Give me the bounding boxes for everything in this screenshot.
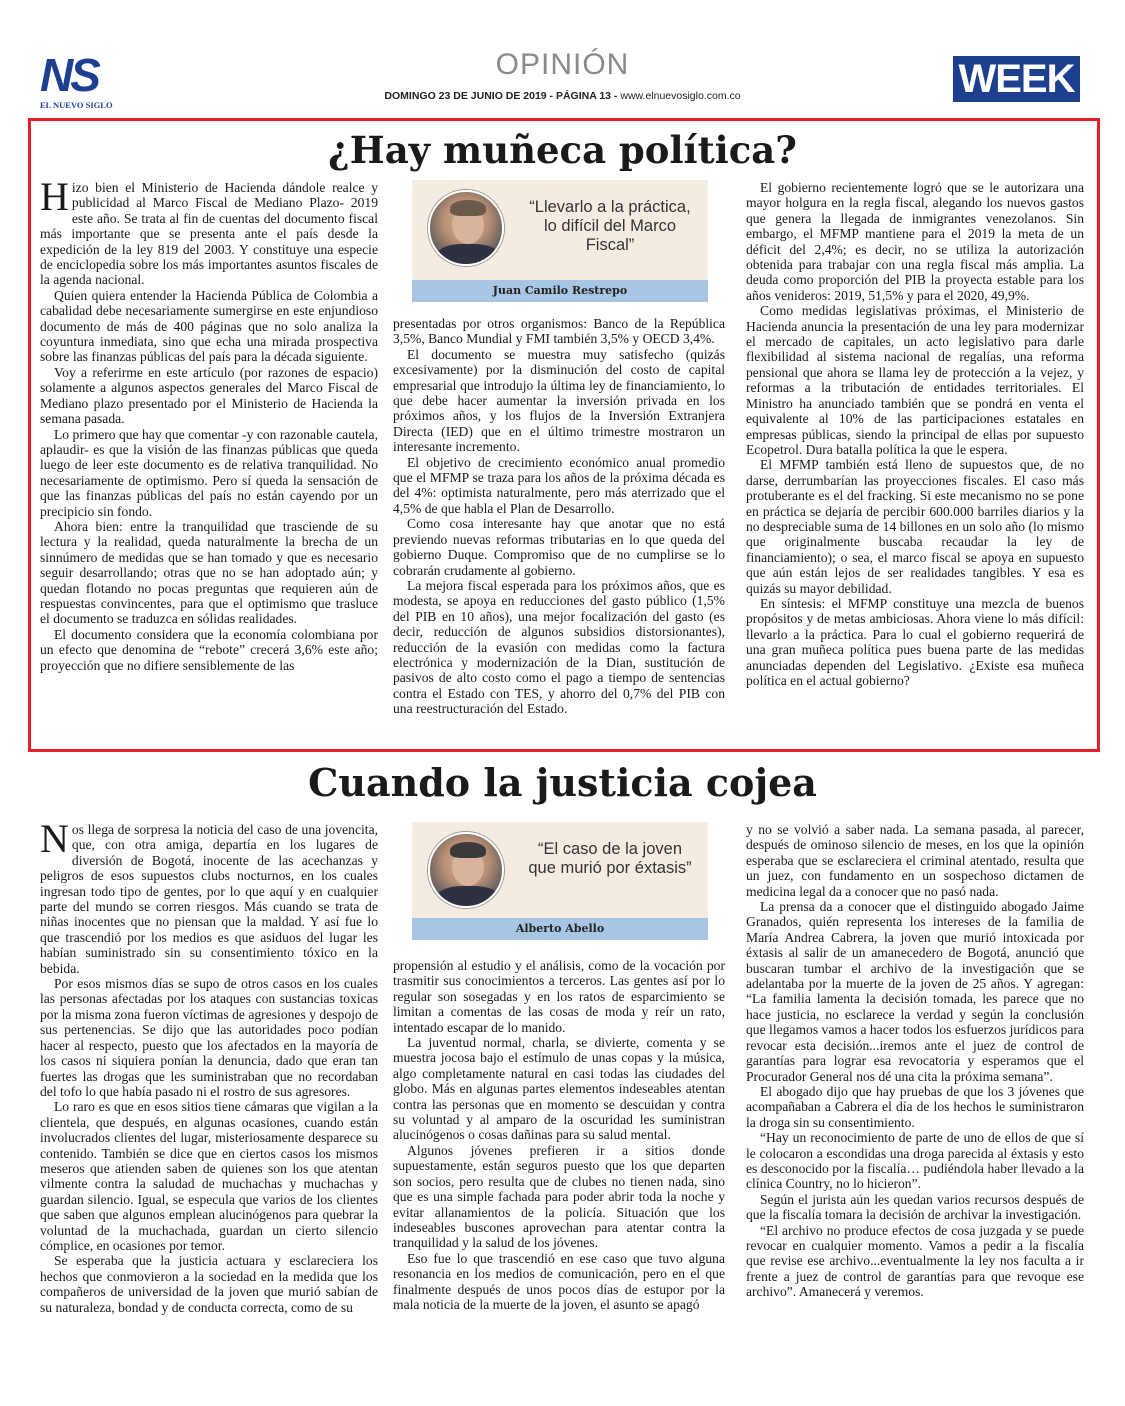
logo-ns-text: NS [40,49,98,101]
article2-paragraph: Por esos mismos días se supo de otros casos en los cuales las personas afectadas por los ataques con sustancias toxicas por la misma zona fueron víctimas de agresiones y despojo de sus pertenencias. Se dijo que las autoridades poco podían hacer al respecto, puesto que los afectados en la mayoría de los casos ni siquiera ponían la denuncia, dado que eran tan fuertes las drogas que les suministraban que no recordaban del tofo lo que había pasado ni el rostro de sus agresores. [40,976,378,1099]
pull-quote: “El caso de la joven que murió por éxtasis” [528,840,692,877]
week-badge: WEEK [953,56,1080,102]
article2-paragraph: El abogado dijo que hay pruebas de que los 3 jóvenes que acompañaban a Cabrera el día de los hechos le suministraron la droga sin su consentimiento. [746,1083,1084,1130]
article2-column-1 [40,816,378,1315]
article1-paragraph: Ahora bien: entre la tranquilidad que trasciende de su lectura y la realidad, queda naturalmente la brecha de un sinnúmero de medidas que se han tomado y que es necesario seguir desarrollando; otras que no se han adoptado aún; y quedan flotando no pocas preguntas que requieren aún de respuestas convincentes, para que el optimismo que trasluce el documento se traduzca en sólidas realidades. [40,518,378,627]
article2-paragraph: La juventud normal, charla, se divierte, comenta y se muestra jocosa bajo el estímulo de unas copas y la música, algo completamente natural en casi todas las ciudades del globo. Más en algunas partes elementos indeseables atentan contra las personas que en momento se descuidan y contra su voluntad y al amparo de la oscuridad les suministran alucinógenos o cosas dañinas para su salud mental. [393,1035,725,1143]
article1-paragraph: Lo primero que hay que comentar -y con razonable cautela, aplaudir- es que la visión de las finanzas públicas que queda luego de leer este documento es de relativa tranquilidad. No necesariamente de optimismo. Pero sí queda la sensación de que las finanzas públicas del país no están cayendo por un precipicio sin fondo. [40,426,378,519]
article1-paragraph: El documento se muestra muy satisfecho (quizás excesivamente) por la disminución del costo de capital empresarial que introdujo la última ley de financiamiento, lo que debe hacer aumentar la inversión privada en los próximos años, y los flujos de la Inversión Extranjera Directa (IED) que en el último trimestre mostraron un interesante incremento. [393,346,725,455]
article1-paragraph [40,174,378,288]
article2-paragraph: Lo raro es que en esos sitios tiene cámaras que vigilan a la clientela, que después, en algunas ocasiones, cuando están involucrados clientes del lugar, misteriosamente desparece su contenido. También se dice que en ciertos casos los mismos meseros que atienden saben de quienes son los que atentan vilmente contra la saludad de muchachas y muchachas y guardan silencio. Igual, se especula que varios de los clientes que saben que algunos emplean alucinógenos para quebrar la voluntad de la muchachada, guardan un cierto silencio cómplice, en ocasiones por temor. [40,1099,378,1253]
article1-paragraph: Voy a referirme en este artículo (por razones de espacio) solamente a algunos aspectos generales del Marco Fiscal de Mediano plazo presentado por el Ministerio de Hacienda la semana pasada. [40,364,378,427]
article2-column-3 [746,822,1084,1300]
article1-paragraph: El MFMP también está lleno de supuestos que, de no darse, derrumbarían las proyecciones fiscales. El caso más protuberante es el del fracking. Si este mecanismo no se pone en práctica se dejaría de percibir 600.000 barriles diarios y la no despreciable suma de 14 billones en un solo año (lo mismo que originalmente buscaba recaudar la ley de financiamiento); o sea, el marco fiscal se apoya en supuesto que aún están lejos de ser realidades tangibles. Y esa es quizás su mayor debilidad. [746,457,1084,596]
article2-paragraph: Se esperaba que la justicia actuara y esclareciera los hechos que conmovieron a la sociedad en la medida que los compañeros de universidad de la joven que murió sabían de su naturaleza, bondad y de conducta correcta, como de su [40,1253,378,1315]
article2-text: os llega de sorpresa la noticia del caso de una jovencita, que, con otra amiga, departía en los lugares de diversión de Bogotá, inocente de las acechanzas y peligros de esos supuestos clubs nocturnos, en los cuales ingresan todo tipo de gentes, por lo que aquí y en cualquier parte del mundo se corren riesgos. Más cuando se trata de niñas inocentes que no piensan que la maldad. Y así fue lo que trascendió por los medios es que asiduos del lugar les habían suministrado sin su consentimiento tóxico en la bebida. [40,822,378,976]
dropcap: H [40,174,69,219]
article1-column-3 [746,180,1084,688]
article2-paragraph: propensión al estudio y el análisis, como de la vocación por trasmitir sus conocimientos a terceros. Las gentes así por lo regular son sosegadas y en los ratos de esparcimiento se limitan a comentas de las cosas de moda y reír un rato, intentado escapar de lo manido. [393,958,725,1035]
article2-paragraph: y no se volvió a saber nada. La semana pasada, al parecer, después de ominoso silencio de meses, en los que la opinión esperaba que se esclareciera el criminal atentado, resulta que un juez, con fundamento en un sospechoso dictamen de medicina legal da a conocer que no pasó nada. [746,822,1084,899]
article1-column-2 [393,316,725,717]
article1-paragraph: Como medidas legislativas próximas, el Ministerio de Hacienda anuncia la presentación de una ley para modernizar el mercado de capitales, un acto legislativo para darle flexibilidad al sistema nacional de regalías, una reforma pensional que ahora se llama ley de protección a la vejez, y reformas a la tributación de entidades territoriales. El Ministro ha anunciado también que se pondrá en venta el equivalente al 10% de las participaciones estatales en empresas públicas, siendo la principal de ellas por supuesto Ecopetrol. Dura batalla política la que le espera. [746,303,1084,457]
dropcap: N [40,816,69,861]
article2-paragraph [40,816,378,976]
article1-paragraph: El objetivo de crecimiento económico anual promedio que el MFMP se traza para los años de la próxima década es del 4%: optimista naturalmente, pero más aterrizado que el 4,5% de que habla el Plan de Desarrollo. [393,454,725,516]
article2-paragraph: Según el jurista aún les quedan varios recursos después de que la fiscalía tomara la decisión de archivar la investigación. [746,1191,1084,1223]
article1-paragraph: El documento considera que la economía colombiana por un efecto que denomina de “rebote” crecerá 3,6% este año; proyección que no difiere sensiblemente de las [40,626,378,673]
article2-paragraph: Eso fue lo que trascendió en ese caso que tuvo alguna resonancia en los medios de comunicación, pero en el que finalmente después de unos pocos días de estupor por la mala noticia de la muerte de la joven, el asunto se apagó [393,1250,725,1312]
article2-column-2 [393,958,725,1312]
article2-paragraph: “Hay un reconocimiento de parte de uno de ellos de que sí le colocaron a escondidas una droga parecida al éxtasis y esto es desconocido por la fiscalía… pudiéndola haber llevado a la clínica Country, no lo hicieron”. [746,1130,1084,1192]
article2-headline: Cuando la justicia cojea [308,760,817,805]
author-name: Juan Camilo Restrepo [412,280,708,302]
article1-paragraph: Como cosa interesante hay que anotar que no está previendo nuevas reformas tributarias en lo que queda del gobierno Duque. Compromiso que de no cumplirse se lo cobrarán crudamente al gobierno. [393,516,725,578]
article1-paragraph: Quien quiera entender la Hacienda Pública de Colombia a cabalidad debe necesariamente sumergirse en este enjundioso documento de más de 400 páginas que no solo analiza la coyuntura inmediata, sino que echa una mirada prospectiva sobre las finanzas públicas del país para la década siguiente. [40,287,378,365]
author-name: Alberto Abello [412,918,708,940]
author-photo [428,832,504,908]
article2-paragraph: La prensa da a conocer que el distinguido abogado Jaime Granados, quién representa los intereses de la familia de María Andrea Cabrera, la joven que murió intoxicada por éxtasis al salir de un amanecedero de Bogotá, anunció que buscaran tumbar el archivo de la investigación que se adelantaba por la muerte de la joven de 25 años. Y agregan: “La familia lamenta la decisión tomada, les parece que no hace justicia, no esclarece la verdad y según la conclusión que llegamos vamos a hacer todos los esfuerzos jurídicos para revocar esta decisión...iremos ante el juez de control de garantías para lograr esa revocatoria y esperamos que el Procurador General nos dé una cita la próxima semana”. [746,899,1084,1084]
dateline-url[interactable]: www.elnuevosiglo.com.co [617,90,741,102]
article1-paragraph: En síntesis: el MFMP constituye una mezcla de buenos propósitos y de metas ambiciosas. Ahora viene lo más difícil: llevarlo a la práctica. Para lo cual el gobierno requerirá de una gran muñeca política pues buena parte de las medidas anunciadas dependen del Legislativo. ¿Existe esa muñeca política en el actual gobierno? [746,595,1084,688]
article1-column-1 [40,174,378,673]
logo-subtext: EL NUEVO SIGLO [40,100,113,110]
article1-paragraph: El gobierno recientemente logró que se le autorizara una mayor holgura en la regla fiscal, alegando los nuevos gastos que genera la llegada de inmigrantes venezolanos. Sin embargo, el MFMP mantiene para el 2019 la meta de un déficit del 2,4%; es decir, no se utiliza la autorización obtenida para trabajar con una regla fiscal más amplia. La deuda como proporción del PIB la proyecta estable para los años venideros: 2019, 51,5% y para el 2020, 49,9%. [746,180,1084,303]
section-title: OPINIÓN [495,48,630,81]
article1-paragraph: La mejora fiscal esperada para los próximos años, que es modesta, se apoya en reducciones del gasto público (1,5% del PIB en 10 años), una mejor focalización del gasto (es decir, reducción de algunos subsidios distorsionantes), reducción de la evasión con medidas como la factura electrónica y modernización de la Dian, sustitución de pasivos de alto costo como el pago a tiempo de sentencias contra el Estado con TES, y ahorro del 0,7% del PIB con una reestructuración del Estado. [393,577,725,717]
article1-paragraph: presentadas por otros organismos: Banco de la República 3,5%, Banco Mundial y FMI también 3,5% y OECD 3,4%. [393,316,725,347]
article1-headline: ¿Hay muñeca política? [328,128,797,172]
article1-quote-box [412,180,708,302]
article2-paragraph: “El archivo no produce efectos de cosa juzgada y se puede revocar en cualquier momento. Vamos a pedir a la fiscalía que revise ese archivo...eventualmente la ley nos faculta a ir frente a juez de control de garantías para que revoque ese archivo”. Amanecerá y veremos. [746,1222,1084,1300]
author-photo [428,190,504,266]
article2-paragraph: Algunos jóvenes prefieren ir a sitios donde supuestamente, están seguros puesto que los que departen son socios, pero resulta que de clubes no tienen nada, sino que es una simple fachada para poder abrir toda la noche y evitar allanamientos de la policía. Situación que los indeseables buscones aprovechan para atentar contra la tranquilidad y la salud de los jóvenes. [393,1142,725,1251]
article1-text: izo bien el Ministerio de Hacienda dándole realce y publicidad al Marco Fiscal de Mediano Plazo- 2019 este año. Se trata al fin de cuentas del documento fiscal más importante que se presenta ante el país desde la expedición de la ley 819 del 2003. Y constituye una especie de enciclopedia sobre los más importantes asuntos fiscales de la agenda nacional. [40,180,378,288]
pull-quote: “Llevarlo a la práctica, lo difícil del Marco Fiscal” [529,198,691,254]
article2-quote-box [412,822,708,940]
dateline-date: DOMINGO 23 DE JUNIO DE 2019 - PÁGINA 13 - [384,90,618,102]
